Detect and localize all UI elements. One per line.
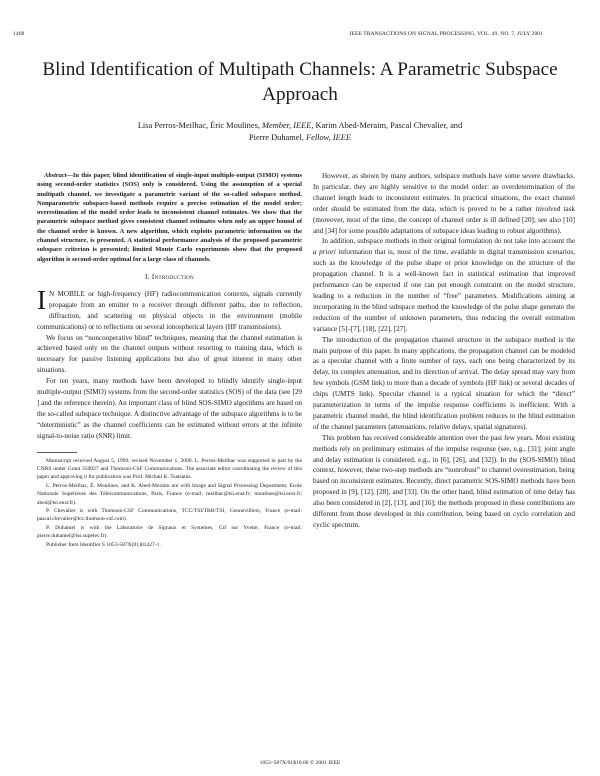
- right-column: [313, 171, 575, 531]
- a-priori-italic: a priori: [313, 248, 336, 257]
- left-column: [37, 171, 302, 549]
- abstract-label: Abstract—: [44, 172, 73, 179]
- page-number: 1468: [13, 31, 25, 37]
- section-title: Introduction: [151, 272, 194, 281]
- intro-paragraph-1: [37, 284, 302, 333]
- footnote-affiliation-2: P. Chevalier is with Thomson-CSF Communications, TCC/TSI/TBR/TSI, Gennevilliers, France (e-mail: pascal.chevalier@tcc.thomson-csf.com).: [37, 508, 302, 523]
- right-paragraph-4: This problem has received considerable attention over the past few years. Most existing methods rely on preliminary estimates of the impulse response (see, e.g., [31]; joint angle and delay estimation is considered, e.g., in [6], [26], and [32]). In the (SOS-SIMO) blind context, however, these two-step methods are “nonrobust” to channel overestimation, being based on inconsistent estimates. Recently, direct parametric SOS-SIMO methods have been proposed in [9], [12], [28], and [33]. On the other hand, blind estimation of time delay has also been considered in [2], [13], and [16]; the methods proposed in these contributions are different from those developed in this contribution, being based on cyclo correlation and cyclic spectrum.: [313, 433, 575, 529]
- section-number: I.: [145, 272, 152, 281]
- authors-line2-pre: Pierre Duhamel,: [249, 133, 306, 142]
- intro-paragraph-2: We focus on “noncooperative blind” techniques, meaning that the channel estimation is achieved based only on the channel outputs without resorting to training data, which is necessary for passive listening applications but also of great interest in many other situations.: [37, 333, 302, 375]
- right-p2-pre: In addition, subspace methods in their original formulation do not take into account the: [322, 237, 575, 246]
- paper-title: Blind Identification of Multipath Channels: A Parametric Subspace Approach: [42, 59, 558, 105]
- running-header: [13, 31, 543, 41]
- footnote-publisher-id: Publisher Item Identifier S 1053-587X(01)01427-1.: [46, 541, 161, 548]
- right-p2-post: information that is, most of the time, available in digital transmission scenarios, such as the knowledge of the pulse shape or prior knowledge on the structure of the propagation channel. It is a well-known fact in statistical estimation that improved performance can be expected if one can put enough constraint on the model structure, leading to a reduction in the number of “free” parameters. Modifications aiming at incorporating in the blind subspace method the knowledge of the pulse shape generate the reduction of the number of unknown parameters, thus reducing the overall estimation variance [5]–[7], [18], [22], [27].: [313, 248, 575, 333]
- author-list: [40, 120, 560, 144]
- copyright-footer: 1053–587X/01$10.00 © 2001 IEEE: [259, 760, 341, 766]
- authors-line1-pre: Lisa Perros-Meilhac, Éric Moulines,: [137, 121, 263, 130]
- right-paragraph-2: [313, 236, 575, 334]
- intro-paragraph-3: For ten years, many methods have been developed to blindly identify single-input multiple-output (SIMO) systems from the second-order statistics (SOS) of the data (see [29 ] and the reference therein). An important class of blind SOS-SIMO algorithms are based on the so-called subspace technique. A distinctive advantage of the subspace algorithms is to be “deterministic” as the channel coefficients can be estimated without errors at the infinite signal-to-noise ratio (SNR) limit.: [37, 377, 302, 440]
- footnotes: [37, 457, 302, 549]
- authors-line1-post: , Karim Abed-Meraim, Pascal Chevalier, and: [311, 121, 463, 130]
- abstract-text: In this paper, blind identification of single-input multiple-output (SIMO) systems using second-order statistics (SOS) only is considered. Using the assumption of a special multipath channel, we investigate a parametric variant of the so-called subspace method. Nonparametric subspace-based methods require a precise estimation of the model order; overestimation of the model order leads to inconsistent channel estimates. We show that the parametric subspace method gives consistent channel estimates when only an upper bound of the channel order is known. A new algorithm, which exploits parametric information on the channel structure, is presented. A statistical performance analysis of the proposed parametric subspace criterion is presented; limited Monte Carlo experiments show that the proposed algorithm is second-order optimal for a large class of channels.: [37, 172, 302, 263]
- right-paragraph-1: However, as shown by many authors, subspace methods have some severe drawbacks. In particular, they are highly sensitive to the model order: an overdetermination of the channel length leads to inconsistent estimates. In practical situations, the exact channel order should be estimated from the data, which is proved to be a rather involved task (moreover, most of the time, the concept of channel order is ill defined [20]; see also [10] and [34] for some possible adaptations of subspace ideas leading to robust algorithms).: [313, 172, 575, 235]
- intro-p1-text: N MOBILE or high-frequency (HF) radiocommunication contexts, signals currently propagate from an emitter to a receiver through different paths, due to reflection, diffraction, and scattering on physical objects in the environment (mobile communications) or to reflections on several ionospherical layers (HF transmissions).: [37, 289, 302, 331]
- section-heading: [37, 272, 302, 283]
- fellow-ieee: Fellow, IEEE: [306, 133, 351, 142]
- footnote-manuscript: Manuscript received August 5, 1999; revised November 1, 2000. L. Perros-Meilhac was supported in part by the CNRS under Grant 350027 and Thomson-CSF Communications. The associate editor coordinating the review of this paper and approving it for publication was Prof. Michail K. Tsatsanis.: [37, 457, 302, 481]
- footnote-divider: [37, 452, 77, 453]
- abstract: [37, 171, 302, 264]
- member-ieee: Member, IEEE: [262, 121, 312, 130]
- right-paragraph-3: The introduction of the propagation channel structure in the subspace method is the main purpose of this paper. In many applications, the propagation channel can be modeled as a specular channel with a finite number of rays, each one being characterized by its delay, its complex attenuation, and its direction of arrival. The delay spread may vary from few symbols (GSM link) to more than a decade of symbols (HF link) or several decades of chips (UMTS link). Specular channel is a typical situation for which the “direct” parameterization in terms of the impulse response coefficients is inefficient. With a parametric channel model, the blind identification problem reduces to the blind estimation of the channel parameters (attenuations, relative delays, spatial signatures).: [313, 335, 575, 431]
- drop-cap: I: [37, 284, 46, 315]
- journal-citation: IEEE TRANSACTIONS ON SIGNAL PROCESSING, VOL. 49, NO. 7, JULY 2001: [349, 31, 543, 37]
- footnote-affiliation-1: L. Perros-Meilhac, É. Moulines, and K. Abed-Meraim are with Image and Signal Processing Department, Ecole Nationale Supérieure des Télécommunications, Paris, France (e-mail: meilhac@tsi.enst.fr; moulines@tsi.enst.fr; abed@tsi.enst.fr).: [37, 482, 302, 506]
- footnote-affiliation-3: P. Duhamel is with the Laboratoire de Signaux et Systemes, Gif sur Yvette, France (e-mail: pierre.duhamel@lss.supelec.fr).: [37, 524, 302, 540]
